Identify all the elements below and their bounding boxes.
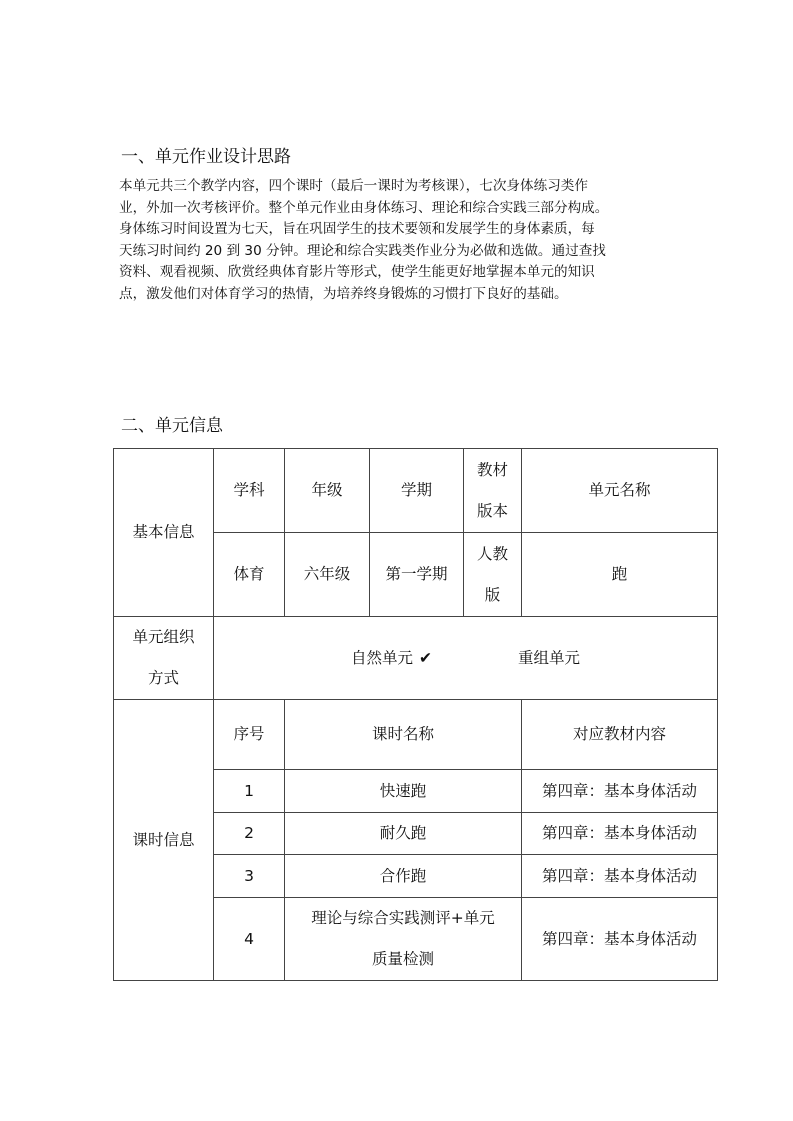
lesson-num: 3 — [214, 855, 285, 898]
paragraph-line: 本单元共三个教学内容，四个课时（最后一课时为考核课），七次身体练习类作 — [119, 178, 588, 194]
basic-info-header-row — [114, 449, 718, 533]
section-2-heading: 二、单元信息 — [121, 416, 223, 436]
unit-org-label — [114, 617, 214, 700]
check-icon: ✔ — [419, 648, 432, 667]
header-subject: 学科 — [214, 449, 285, 533]
value-edition — [464, 533, 522, 617]
header-edition-line1: 教材 — [476, 460, 508, 479]
unit-org-row — [114, 617, 718, 700]
basic-info-label: 基本信息 — [114, 449, 214, 617]
lesson-header-name: 课时名称 — [285, 700, 522, 770]
unit-info-table — [113, 448, 718, 981]
regroup-unit-option: 重组单元 — [518, 648, 581, 667]
lesson-name-line2: 质量检测 — [371, 950, 434, 968]
unit-org-label-line1: 单元组织 — [132, 628, 195, 646]
value-grade: 六年级 — [285, 533, 370, 617]
natural-unit-option: 自然单元 — [350, 648, 413, 667]
lesson-header-row — [114, 700, 718, 770]
lesson-num: 1 — [214, 770, 285, 813]
lesson-name: 耐久跑 — [285, 813, 522, 855]
header-term: 学期 — [370, 449, 464, 533]
design-idea-paragraph — [119, 176, 679, 305]
section-1-heading: 一、单元作业设计思路 — [121, 147, 291, 167]
unit-org-options — [214, 617, 718, 700]
value-subject: 体育 — [214, 533, 285, 617]
lesson-content: 第四章：基本身体活动 — [522, 813, 718, 855]
header-edition — [464, 449, 522, 533]
header-grade: 年级 — [285, 449, 370, 533]
paragraph-line: 天练习时间约 20 到 30 分钟。理论和综合实践类作业分为必做和选做。通过查找 — [119, 242, 606, 259]
lesson-info-label: 课时信息 — [114, 700, 214, 981]
lesson-header-content: 对应教材内容 — [522, 700, 718, 770]
paragraph-line: 业，外加一次考核评价。整个单元作业由身体练习、理论和综合实践三部分构成。 — [119, 199, 609, 216]
lesson-name: 合作跑 — [285, 855, 522, 898]
value-term: 第一学期 — [370, 533, 464, 617]
value-unit-name: 跑 — [522, 533, 718, 617]
lesson-name: 快速跑 — [285, 770, 522, 813]
lesson-content: 第四章：基本身体活动 — [522, 898, 718, 981]
lesson-content: 第四章：基本身体活动 — [522, 770, 718, 813]
header-unit-name: 单元名称 — [522, 449, 718, 533]
value-edition-line2: 版 — [484, 585, 501, 604]
paragraph-line: 身体练习时间设置为七天，旨在巩固学生的技术要领和发展学生的身体素质，每 — [119, 221, 595, 237]
paragraph-line: 资料、观看视频、欣赏经典体育影片等形式，使学生能更好地掌握本单元的知识 — [119, 264, 595, 280]
header-edition-line2: 版本 — [476, 501, 508, 520]
lesson-num: 2 — [214, 813, 285, 855]
value-edition-line1: 人教 — [476, 544, 508, 563]
lesson-content: 第四章：基本身体活动 — [522, 855, 718, 898]
lesson-header-num: 序号 — [214, 700, 285, 770]
paragraph-line: 点，激发他们对体育学习的热情，为培养终身锻炼的习惯打下良好的基础。 — [119, 285, 568, 302]
unit-org-label-line2: 方式 — [147, 669, 179, 687]
lesson-num: 4 — [214, 898, 285, 981]
lesson-name-line1: 理论与综合实践测评+单元 — [311, 909, 495, 927]
lesson-name — [285, 898, 522, 981]
